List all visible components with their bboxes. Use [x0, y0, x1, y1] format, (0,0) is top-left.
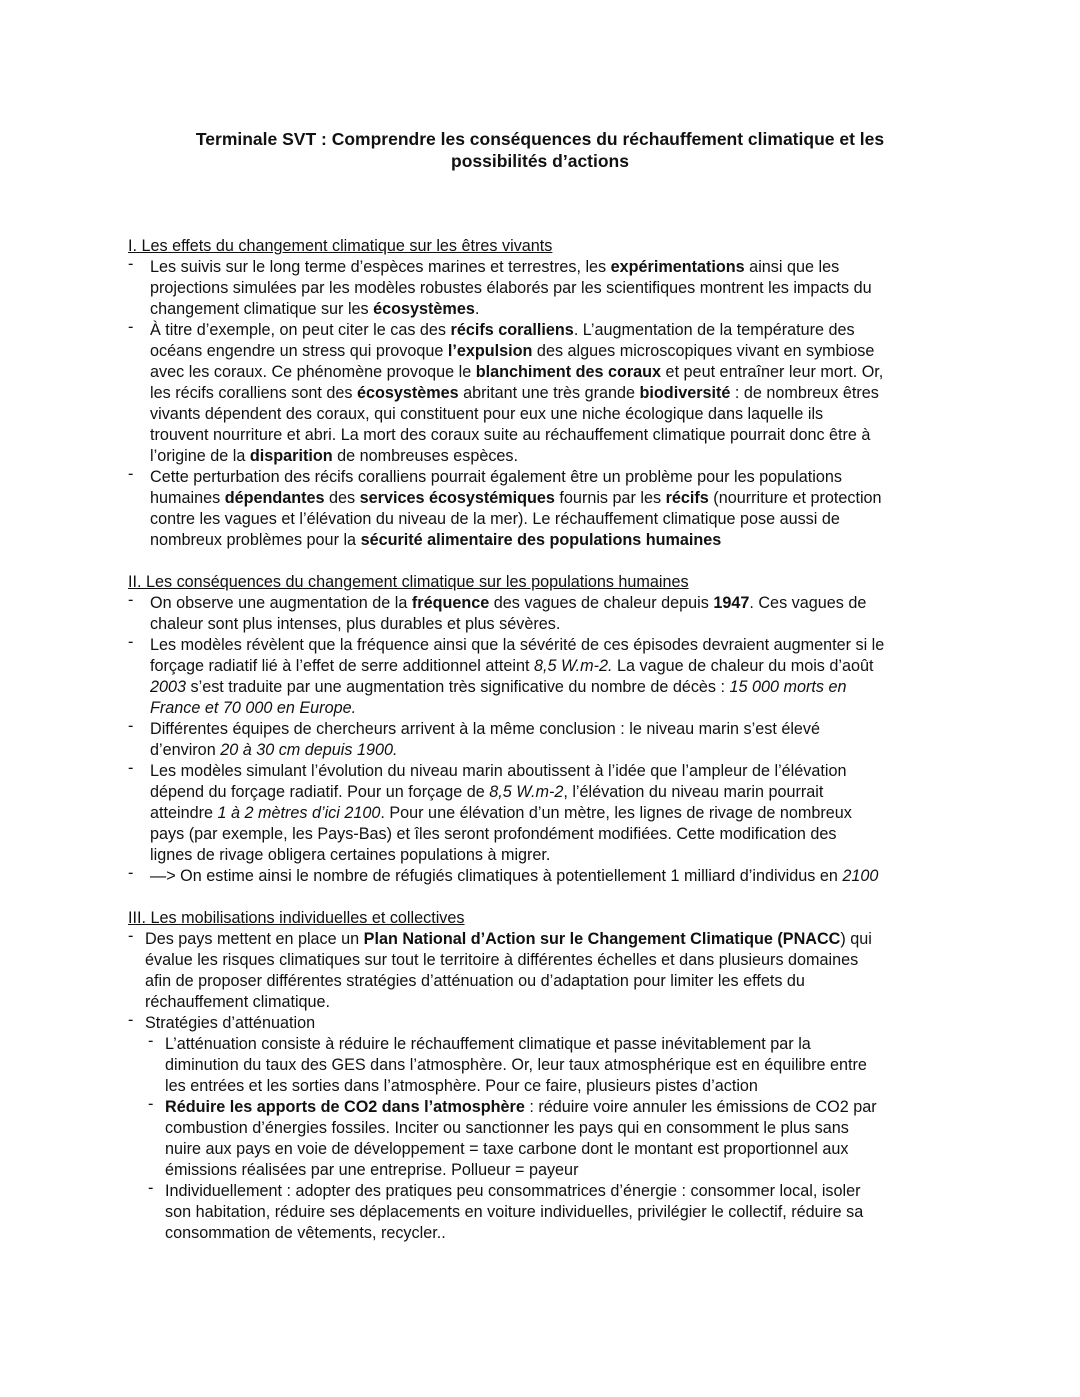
- text-line: [150, 299, 968, 320]
- text-line: [150, 404, 968, 425]
- title-line: possibilités d’actions: [451, 151, 629, 171]
- text: fournis par les: [554, 489, 666, 507]
- text-line: [150, 719, 968, 740]
- text: Les modèles révèlent que la fréquence ainsi que la sévérité de ces épisodes devraient augmenter si le: [150, 636, 885, 654]
- text-line: [150, 383, 968, 404]
- text: Les suivis sur le long terme d’espèces marines et terrestres, les: [150, 258, 611, 276]
- text-line: [150, 677, 968, 698]
- bullet-dash-icon: -: [128, 864, 134, 882]
- italic-text: France et 70 000 en Europe.: [150, 699, 357, 717]
- bold-text: récifs: [665, 489, 709, 507]
- bold-text: services écosystémiques: [359, 489, 555, 507]
- text: : réduire voire annuler les émissions de CO2 par: [524, 1098, 877, 1116]
- text: d’environ: [150, 741, 221, 759]
- section-3: [128, 908, 968, 1244]
- text: chaleur sont plus intenses, plus durables et plus sévères.: [150, 615, 561, 633]
- text-line: [165, 1139, 968, 1160]
- text: : de nombreux êtres: [730, 384, 879, 402]
- text: nuire aux pays en voie de développement = taxe carbone dont le montant est proportionnel aux: [165, 1140, 849, 1158]
- text-line: [150, 614, 968, 635]
- text-line: [145, 992, 968, 1013]
- italic-text: 1 à 2 mètres d’ici 2100: [217, 804, 381, 822]
- text: nombreux problèmes pour la: [150, 531, 361, 549]
- bullet-dash-icon: -: [128, 717, 134, 735]
- bullet-dash-icon: -: [148, 1179, 154, 1197]
- text: ) qui: [840, 930, 872, 948]
- text: les récifs coralliens sont des: [150, 384, 357, 402]
- text-line: [150, 341, 968, 362]
- text: des algues microscopiques vivant en symbiose: [532, 342, 875, 360]
- sub-bullet-item: [148, 1034, 968, 1097]
- text-line: [150, 782, 968, 803]
- text: (nourriture et protection: [708, 489, 882, 507]
- bullet-item: [128, 257, 968, 320]
- bullet-dash-icon: -: [128, 759, 134, 777]
- bullet-item: [128, 320, 968, 467]
- text-line: [165, 1076, 968, 1097]
- text: émissions réalisées par une entreprise. Pollueur = payeur: [165, 1161, 579, 1179]
- text: À titre d’exemple, on peut citer le cas des: [150, 321, 451, 339]
- text: afin de proposer différentes stratégies d’atténuation ou d’adaptation pour limiter les effets du: [145, 972, 805, 990]
- text: . Ces vagues de: [749, 594, 867, 612]
- text: diminution du taux des GES dans l’atmosphère. Or, leur taux atmosphérique est en équilibre entre: [165, 1056, 867, 1074]
- text-line: [150, 257, 968, 278]
- section-heading: I. Les effets du changement climatique sur les êtres vivants: [128, 237, 553, 255]
- bullet-dash-icon: -: [128, 633, 134, 651]
- text-line: [165, 1034, 968, 1055]
- text-line: [145, 950, 968, 971]
- text: Stratégies d’atténuation: [145, 1014, 316, 1032]
- text-line: [150, 593, 968, 614]
- bullet-dash-icon: -: [128, 1011, 134, 1029]
- text: projections simulées par les modèles robustes élaborés par les scientifiques montrent les impacts du: [150, 279, 872, 297]
- text: de nombreuses espèces.: [332, 447, 519, 465]
- bullet-item: [128, 761, 968, 866]
- text-line: [150, 488, 968, 509]
- text-line: [145, 1013, 968, 1034]
- bold-text: Plan National d’Action sur le Changement Climatique (PNACC: [363, 930, 841, 948]
- text: pays (par exemple, les Pays-Bas) et îles seront profondément modifiées. Cette modification des: [150, 825, 837, 843]
- text: réchauffement climatique.: [145, 993, 331, 1011]
- bold-text: biodiversité: [639, 384, 731, 402]
- text: des: [324, 489, 360, 507]
- text: On observe une augmentation de la: [150, 594, 412, 612]
- text: avec les coraux. Ce phénomène provoque le: [150, 363, 476, 381]
- text: vivants dépendent des coraux, qui constituent pour eux une niche écologique dans laquelle ils: [150, 405, 824, 423]
- bold-text: écosystèmes: [356, 384, 459, 402]
- text: évalue les risques climatiques sur tout le territoire à différentes échelles et dans plusieurs domaines: [145, 951, 859, 969]
- text-line: [150, 320, 968, 341]
- italic-text: 8,5 W.m-2: [489, 783, 564, 801]
- text-line: [165, 1118, 968, 1139]
- text: . Pour une élévation d’un mètre, les lignes de rivage de nombreux: [380, 804, 852, 822]
- text: lignes de rivage obligera certaines populations à migrer.: [150, 846, 551, 864]
- text-line: [150, 698, 968, 719]
- text: Des pays mettent en place un: [145, 930, 364, 948]
- text: humaines: [150, 489, 225, 507]
- bullet-dash-icon: -: [128, 465, 134, 483]
- section-2: [128, 572, 968, 887]
- title-line: Terminale SVT : Comprendre les conséquences du réchauffement climatique et les: [195, 129, 885, 149]
- text: l’origine de la: [150, 447, 250, 465]
- text: consommation de vêtements, recycler..: [165, 1224, 446, 1242]
- text-line: [150, 845, 968, 866]
- text-line: [150, 866, 968, 887]
- bold-text: Réduire les apports de CO2 dans l’atmosphère: [165, 1098, 525, 1116]
- bullet-item: [128, 593, 968, 635]
- bullet-dash-icon: -: [128, 591, 134, 609]
- document-body: [128, 236, 968, 1265]
- text-line: [165, 1160, 968, 1181]
- text-line: [145, 929, 968, 950]
- bullet-item: [128, 1013, 968, 1034]
- italic-text: 2100: [842, 867, 879, 885]
- text: ainsi que les: [744, 258, 840, 276]
- text-line: [145, 971, 968, 992]
- text: s’est traduite par une augmentation très significative du nombre de décès :: [186, 678, 730, 696]
- bullet-item: [128, 635, 968, 719]
- text-line: [150, 509, 968, 530]
- bold-text: blanchiment des coraux: [475, 363, 662, 381]
- text-line: [165, 1181, 968, 1202]
- text: —> On estime ainsi le nombre de réfugiés climatiques à potentiellement 1 milliard d’individus en: [150, 867, 843, 885]
- text: des vagues de chaleur depuis: [489, 594, 714, 612]
- bold-text: l’expulsion: [447, 342, 533, 360]
- text-line: [150, 362, 968, 383]
- text: Différentes équipes de chercheurs arrivent à la même conclusion : le niveau marin s’est élevé: [150, 720, 821, 738]
- bullet-item: [128, 467, 968, 551]
- bold-text: 1947: [713, 594, 750, 612]
- text-line: [150, 803, 968, 824]
- text-line: [150, 635, 968, 656]
- text-line: [150, 425, 968, 446]
- text-line: [165, 1097, 968, 1118]
- bullet-item: [128, 866, 968, 887]
- text: , l’élévation du niveau marin pourrait: [563, 783, 824, 801]
- bold-text: sécurité alimentaire des populations humaines: [360, 531, 722, 549]
- text: trouvent nourriture et abri. La mort des coraux suite au réchauffement climatique pourrait donc être à: [150, 426, 871, 444]
- text: dépend du forçage radiatif. Pour un forçage de: [150, 783, 490, 801]
- bullet-item: [128, 929, 968, 1013]
- bold-text: récifs coralliens: [450, 321, 574, 339]
- text: et peut entraîner leur mort. Or,: [661, 363, 884, 381]
- sub-bullet-item: [148, 1181, 968, 1244]
- text: abritant une très grande: [458, 384, 640, 402]
- bold-text: disparition: [249, 447, 333, 465]
- bold-text: expérimentations: [610, 258, 745, 276]
- section-heading: III. Les mobilisations individuelles et collectives: [128, 909, 465, 927]
- bullet-item: [128, 719, 968, 761]
- italic-text: 2003: [150, 678, 187, 696]
- italic-text: 20 à 30 cm depuis 1900.: [220, 741, 398, 759]
- bullet-dash-icon: -: [148, 1032, 154, 1050]
- text-line: [165, 1223, 968, 1244]
- text: océans engendre un stress qui provoque: [150, 342, 448, 360]
- text: combustion d’énergies fossiles. Inciter ou sanctionner les pays qui en consomment le plus sans: [165, 1119, 849, 1137]
- text: La vague de chaleur du mois d’août: [612, 657, 874, 675]
- text: contre les vagues et l’élévation du niveau de la mer). Le réchauffement climatique pose aussi de: [150, 510, 840, 528]
- bullet-dash-icon: -: [128, 255, 134, 273]
- text: L’atténuation consiste à réduire le réchauffement climatique et passe inévitablement par la: [165, 1035, 811, 1053]
- section-1: [128, 236, 968, 551]
- bullet-dash-icon: -: [128, 927, 134, 945]
- text-line: [150, 446, 968, 467]
- text: les entrées et les sorties dans l’atmosphère. Pour ce faire, plusieurs pistes d’action: [165, 1077, 758, 1095]
- italic-text: 15 000 morts en: [729, 678, 847, 696]
- text: . L’augmentation de la température des: [573, 321, 855, 339]
- text: Individuellement : adopter des pratiques peu consommatrices d’énergie : consommer local, isoler: [165, 1182, 861, 1200]
- text-line: [165, 1202, 968, 1223]
- text: forçage radiatif lié à l’effet de serre additionnel atteint: [150, 657, 534, 675]
- bullet-dash-icon: -: [148, 1095, 154, 1113]
- text-line: [150, 530, 968, 551]
- italic-text: 8,5 W.m-2.: [533, 657, 613, 675]
- text-line: [150, 761, 968, 782]
- bold-text: écosystèmes: [373, 300, 475, 318]
- text-line: [165, 1055, 968, 1076]
- text: son habitation, réduire ses déplacements en voiture individuelles, privilégier le collectif, réduire sa: [165, 1203, 864, 1221]
- text: atteindre: [150, 804, 218, 822]
- section-heading: II. Les conséquences du changement climatique sur les populations humaines: [128, 573, 689, 591]
- bullet-dash-icon: -: [128, 318, 134, 336]
- text-line: [150, 467, 968, 488]
- text-line: [150, 740, 968, 761]
- text-line: [150, 278, 968, 299]
- bold-text: dépendantes: [224, 489, 325, 507]
- text-line: [150, 656, 968, 677]
- bold-text: fréquence: [411, 594, 490, 612]
- text: Cette perturbation des récifs coralliens pourrait également être un problème pour les populations: [150, 468, 842, 486]
- text: Les modèles simulant l’évolution du niveau marin aboutissent à l’idée que l’ampleur de l’élévation: [150, 762, 847, 780]
- text-line: [150, 824, 968, 845]
- sub-bullet-item: [148, 1097, 968, 1181]
- text: changement climatique sur les: [150, 300, 374, 318]
- text: .: [474, 300, 480, 318]
- document-title: [0, 128, 1080, 172]
